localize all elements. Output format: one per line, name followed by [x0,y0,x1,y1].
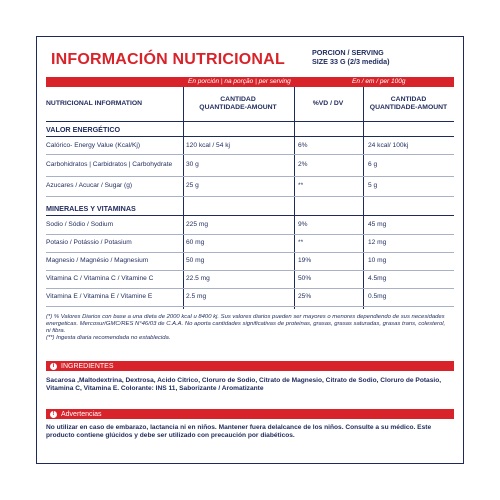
amount-per-serving: 120 kcal / 54 kj [186,141,230,149]
amount-per-100g: 24 kcal/ 100kj [368,141,409,149]
daily-value: ** [298,239,304,246]
daily-value: ** [298,182,304,189]
warnings-band [46,409,454,419]
header-nutrient: NUTRICIONAL INFORMATION [46,100,143,107]
nutrient-name: Potasio / Potássio / Potasium [46,239,132,246]
serving-line-2: SIZE 33 G (2/3 medida) [312,56,390,66]
ingredients-band [46,361,454,371]
table-row [46,176,454,197]
amount-per-100g: 0.5mg [368,293,387,300]
amount-per-100g: 5 g [368,182,378,189]
nutrient-name: Carbohidratos | Carbidratos | Carbohydrate [46,161,173,168]
header-dv: %VD / DV [312,100,344,107]
amount-per-serving: 25 g [186,182,199,189]
serving-size [312,49,390,66]
ingredients-text: Sacarosa ,Maltodextrina, Dextrosa, Acido Citrico, Cloruro de Sodio, Citrato de Magnesio, Citrato de Sodio, Cloruro de Potasio, Vitamina C, Vitamina E. Colorante: INS 11, Saborizante / Aromatizante [46,377,442,393]
serving-line-1: PORCION / SERVING [312,48,384,57]
table-row [46,252,454,271]
amount-per-100g: 6 g [368,161,378,168]
section-minerals: MINERALES Y VITAMINAS [46,204,136,213]
nutrient-name: Calórico- Energy Value (Kcal/Kj) [46,141,141,149]
daily-value: 19% [298,257,312,264]
amount-per-serving: 225 mg [186,221,208,228]
amount-per-100g: 12 mg [368,239,387,246]
header-amount: CANTIDAD QUANTIDADE-AMOUNT [199,96,277,111]
header-amount-100g: CANTIDAD QUANTIDADE-AMOUNT [369,96,448,111]
warnings-text: No utilizar en caso de embarazo, lactancia ni en niños. Mantener fuera delalcance de los niños. Consulte a su médico. Este producto contiene glúcidos y debe ser utilizado con precaución por diabéticos. [46,424,432,440]
table-row [46,137,454,155]
daily-value: 2% [298,161,308,168]
amount-per-serving: 60 mg [186,239,205,246]
table-row [46,154,454,177]
table-row [46,234,454,253]
table-row [46,270,454,289]
nutrient-name: Vitamina C / Vitamina C / Vitamine C [46,275,154,282]
info-icon: i [50,363,57,370]
amount-per-serving: 30 g [186,161,199,168]
nutrition-label [36,36,464,464]
serving-bar [46,77,454,87]
serving-bar-right: En / em / per 100g [352,78,406,85]
amount-per-100g: 4.5mg [368,275,387,282]
table-row [46,216,454,235]
daily-value: 25% [298,293,312,300]
daily-value: 6% [298,141,308,149]
table-row [46,288,454,307]
nutrient-name: Vitamina E / Vitamina E / Vitamine E [46,293,153,300]
nutrient-name: Magnesio / Magnésio / Magnesium [46,257,149,264]
warning-icon: ! [50,411,57,418]
amount-per-100g: 10 mg [368,257,387,264]
daily-value: 50% [298,275,312,282]
amount-per-serving: 2.5 mg [186,293,207,300]
amount-per-serving: 50 mg [186,257,205,264]
ingredients-heading: INGREDIENTES [61,362,114,370]
nutrition-table [46,87,454,309]
nutrient-name: Azucares / Acucar / Sugar (g) [46,182,133,189]
table-header [46,87,454,122]
daily-value: 9% [298,221,308,228]
amount-per-serving: 22.5 mg [186,275,210,282]
label-title: INFORMACIÓN NUTRICIONAL [51,51,285,68]
serving-bar-left: En porción | na porção | per serving [188,78,291,85]
section-energy: VALOR ENERGÉTICO [46,125,121,134]
nutrient-name: Sodio / Sódio / Sodium [46,221,114,228]
amount-per-100g: 45 mg [368,221,387,228]
footnote: (*) % Valores Diarios con base a una dieta de 2000 kcal u 8400 kj. Sus valores diarios pueden ser mayores o menores dependiendo de sus necesidades energeticas. Mercosur/GMC/RES N°46/03 de C.A.A. No aporta cantidades significativas de proteinas, grasas, grasas saturadas, grasas trans, colesterol, ni fibra. (**) Ingesta diaria recomendada no establecida. [46,314,446,341]
warnings-heading: Advertencias [61,410,102,418]
